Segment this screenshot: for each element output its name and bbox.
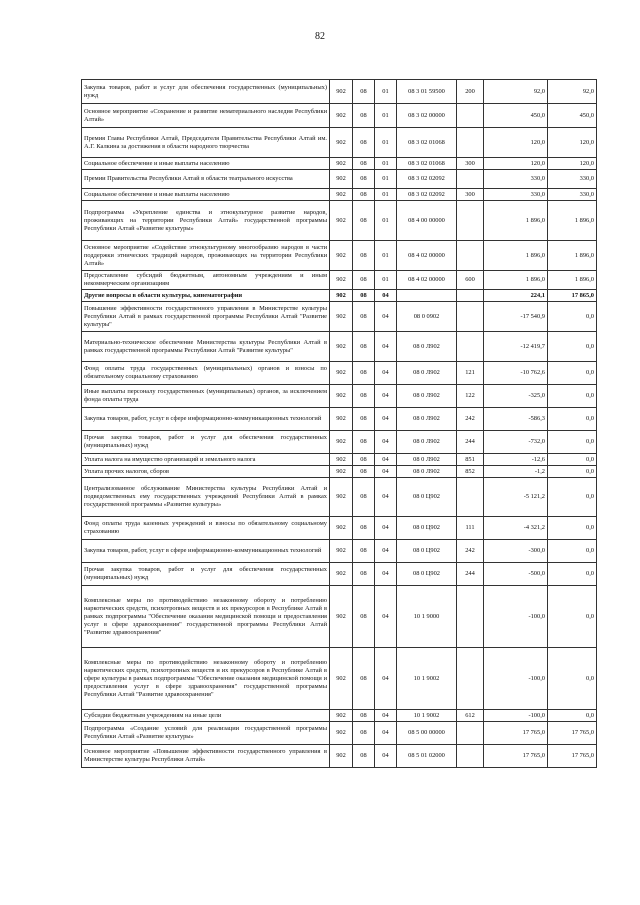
row-name: Фонд оплаты труда казенных учреждений и взносы по обязательному социальному страхованию [82,517,330,540]
budget-table-body [82,80,597,768]
table-row [82,241,597,271]
section-code: 08 [353,710,375,722]
table-row [82,302,597,332]
target-article-code: 10 1 9002 [397,710,457,722]
row-name: Комплексные меры по противодействию незаконному обороту и потреблению наркотических средств, психотропных веществ и их прекурсоров в Республике Алтай в сфере культуры в рамках подпрограммы "Обеспечение оказания медицинской помощи и предоставления услуг в сфере здравоохранения" государственной программы Республики Алтай "Развитие здравоохранения" [82,648,330,710]
expense-type-code [457,170,484,189]
target-article-code: 08 3 02 02092 [397,189,457,201]
row-name: Комплексные меры по противодействию незаконному обороту и потреблению наркотических средств, психотропных веществ и их прекурсоров в Республике Алтай в рамках подпрограммы "Обеспечение оказания медицинской помощи и предоставления услуг в сфере здравоохранения" государственной программы Республики Алтай "Развитие здравоохранения" [82,586,330,648]
expense-type-code [457,104,484,128]
amount-2: 0,0 [548,517,597,540]
row-name: Премии Правительства Республики Алтай в области театрального искусства [82,170,330,189]
row-name: Иные выплаты персоналу государственных (муниципальных) органов, за исключением фонда оплаты труда [82,385,330,408]
section-code: 08 [353,80,375,104]
section-code: 08 [353,563,375,586]
amount-1: 224,1 [484,290,548,302]
table-row [82,408,597,431]
table-row [82,128,597,158]
amount-1: -10 762,6 [484,362,548,385]
row-name: Уплата прочих налогов, сборов [82,466,330,478]
ministry-code: 902 [330,332,353,362]
target-article-code: 08 0 0902 [397,302,457,332]
section-code: 08 [353,517,375,540]
amount-1: 330,0 [484,170,548,189]
row-name: Основное мероприятие «Сохранение и развитие нематериального наследия Республики Алтай» [82,104,330,128]
ministry-code: 902 [330,80,353,104]
table-row [82,540,597,563]
section-code: 08 [353,722,375,745]
expense-type-code [457,332,484,362]
expense-type-code [457,478,484,517]
amount-1: 450,0 [484,104,548,128]
target-article-code: 08 0 Ц902 [397,517,457,540]
amount-1: 17 765,0 [484,722,548,745]
table-row [82,271,597,290]
section-code: 08 [353,586,375,648]
amount-1: 1 896,0 [484,241,548,271]
expense-type-code: 244 [457,431,484,454]
expense-type-code [457,201,484,241]
target-article-code: 10 1 9002 [397,648,457,710]
ministry-code: 902 [330,466,353,478]
subsection-code: 01 [375,189,397,201]
expense-type-code: 612 [457,710,484,722]
table-row [82,745,597,768]
amount-2: 0,0 [548,478,597,517]
row-name: Централизованное обслуживание Министерства культуры Республики Алтай и подведомственных ему государственных учреждений Республики Алтай в рамках государственной программы «Развитие культуры» [82,478,330,517]
expense-type-code: 851 [457,454,484,466]
amount-1: 1 896,0 [484,271,548,290]
amount-1: -100,0 [484,648,548,710]
expense-type-code: 600 [457,271,484,290]
section-code: 08 [353,454,375,466]
amount-2: 0,0 [548,648,597,710]
ministry-code: 902 [330,128,353,158]
subsection-code: 04 [375,586,397,648]
section-code: 08 [353,290,375,302]
amount-2: 0,0 [548,586,597,648]
section-code: 08 [353,201,375,241]
amount-2: 17 765,0 [548,722,597,745]
ministry-code: 902 [330,563,353,586]
amount-1: 330,0 [484,189,548,201]
amount-2: 1 896,0 [548,201,597,241]
target-article-code: 08 0 Л902 [397,431,457,454]
expense-type-code: 242 [457,540,484,563]
section-code: 08 [353,170,375,189]
table-row [82,722,597,745]
target-article-code: 08 4 00 00000 [397,201,457,241]
row-name: Закупка товаров, работ, услуг в сфере информационно-коммуникационных технологий [82,408,330,431]
ministry-code: 902 [330,408,353,431]
amount-1: -4 321,2 [484,517,548,540]
subsection-code: 04 [375,466,397,478]
amount-1: -586,3 [484,408,548,431]
table-row [82,466,597,478]
row-name: Основное мероприятие «Содействие этнокультурному многообразию народов в части поддержки этнических традиций народов, проживающих на территории Республики Алтай» [82,241,330,271]
subsection-code: 04 [375,722,397,745]
subsection-code: 04 [375,362,397,385]
amount-2: 1 896,0 [548,271,597,290]
row-name: Премия Главы Республики Алтай, Председателя Правительства Республики Алтай им. А.Г. Калкина за достижения в области народного творчества [82,128,330,158]
amount-1: -300,0 [484,540,548,563]
amount-2: 0,0 [548,362,597,385]
amount-1: 120,0 [484,158,548,170]
amount-1: -100,0 [484,710,548,722]
amount-1: -12,6 [484,454,548,466]
target-article-code: 10 1 9000 [397,586,457,648]
ministry-code: 902 [330,745,353,768]
amount-2: 92,0 [548,80,597,104]
target-article-code: 08 3 02 00000 [397,104,457,128]
amount-1: -500,0 [484,563,548,586]
section-code: 08 [353,104,375,128]
row-name: Фонд оплаты труда государственных (муниципальных) органов и взносы по обязательному социальному страхованию [82,362,330,385]
target-article-code: 08 0 Ц902 [397,563,457,586]
target-article-code: 08 0 Л902 [397,466,457,478]
target-article-code: 08 0 Л902 [397,454,457,466]
expense-type-code: 200 [457,80,484,104]
section-code: 08 [353,540,375,563]
subsection-code: 04 [375,385,397,408]
ministry-code: 902 [330,540,353,563]
amount-2: 120,0 [548,128,597,158]
target-article-code: 08 3 02 02092 [397,170,457,189]
target-article-code: 08 3 02 01068 [397,158,457,170]
row-name: Закупка товаров, работ, услуг в сфере информационно-коммуникационных технологий [82,540,330,563]
row-name: Уплата налога на имущество организаций и земельного налога [82,454,330,466]
row-name: Основное мероприятие «Повышение эффективности государственного управления в Министерстве культуры Республики Алтай» [82,745,330,768]
expense-type-code [457,745,484,768]
subsection-code: 04 [375,290,397,302]
table-row [82,362,597,385]
amount-2: 0,0 [548,540,597,563]
expense-type-code [457,128,484,158]
amount-2: 120,0 [548,158,597,170]
section-code: 08 [353,745,375,768]
ministry-code: 902 [330,158,353,170]
row-name: Закупка товаров, работ и услуг для обеспечения государственных (муниципальных) нужд [82,80,330,104]
ministry-code: 902 [330,290,353,302]
ministry-code: 902 [330,201,353,241]
row-name: Другие вопросы в области культуры, кинематографии [82,290,330,302]
table-row [82,201,597,241]
row-name: Повышение эффективности государственного управления в Министерстве культуры Республики Алтай в рамках государственной программы Республики Алтай "Развитие культуры" [82,302,330,332]
ministry-code: 902 [330,648,353,710]
ministry-code: 902 [330,454,353,466]
table-row [82,104,597,128]
expense-type-code: 242 [457,408,484,431]
subsection-code: 01 [375,128,397,158]
amount-2: 0,0 [548,710,597,722]
amount-2: 450,0 [548,104,597,128]
target-article-code: 08 4 02 00000 [397,241,457,271]
table-row [82,431,597,454]
table-row [82,158,597,170]
amount-2: 17 865,0 [548,290,597,302]
section-code: 08 [353,431,375,454]
target-article-code: 08 0 Л902 [397,332,457,362]
subsection-code: 04 [375,745,397,768]
expense-type-code: 122 [457,385,484,408]
ministry-code: 902 [330,170,353,189]
amount-1: -732,0 [484,431,548,454]
subsection-code: 01 [375,201,397,241]
row-name: Субсидии бюджетным учреждениям на иные цели [82,710,330,722]
row-name: Предоставление субсидий бюджетным, автономным учреждениям и иным некоммерческим организациям [82,271,330,290]
ministry-code: 902 [330,189,353,201]
amount-2: 17 765,0 [548,745,597,768]
table-row [82,290,597,302]
table-row [82,586,597,648]
table-row [82,332,597,362]
ministry-code: 902 [330,517,353,540]
subsection-code: 04 [375,454,397,466]
subsection-code: 04 [375,332,397,362]
expense-type-code: 244 [457,563,484,586]
amount-1: 120,0 [484,128,548,158]
amount-2: 330,0 [548,189,597,201]
expense-type-code [457,290,484,302]
target-article-code: 08 4 02 00000 [397,271,457,290]
amount-1: 17 765,0 [484,745,548,768]
ministry-code: 902 [330,271,353,290]
section-code: 08 [353,648,375,710]
target-article-code: 08 3 01 59500 [397,80,457,104]
target-article-code [397,290,457,302]
table-row [82,189,597,201]
amount-2: 0,0 [548,431,597,454]
amount-1: -1,2 [484,466,548,478]
expense-type-code: 111 [457,517,484,540]
table-row [82,170,597,189]
ministry-code: 902 [330,431,353,454]
expense-type-code: 300 [457,189,484,201]
section-code: 08 [353,408,375,431]
subsection-code: 04 [375,302,397,332]
row-name: Социальное обеспечение и иные выплаты населению [82,189,330,201]
amount-1: -12 419,7 [484,332,548,362]
expense-type-code [457,302,484,332]
subsection-code: 04 [375,648,397,710]
subsection-code: 01 [375,80,397,104]
amount-2: 0,0 [548,408,597,431]
table-row [82,563,597,586]
row-name: Подпрограмма «Создание условий для реализации государственной программы Республики Алтай «Развитие культуры» [82,722,330,745]
section-code: 08 [353,362,375,385]
table-row [82,710,597,722]
expense-type-code [457,648,484,710]
row-name: Прочая закупка товаров, работ и услуг для обеспечения государственных (муниципальных) нужд [82,563,330,586]
table-row [82,517,597,540]
section-code: 08 [353,478,375,517]
amount-2: 0,0 [548,302,597,332]
section-code: 08 [353,332,375,362]
subsection-code: 01 [375,170,397,189]
ministry-code: 902 [330,586,353,648]
subsection-code: 01 [375,241,397,271]
target-article-code: 08 0 Ц902 [397,478,457,517]
target-article-code: 08 0 Л902 [397,385,457,408]
table-row [82,648,597,710]
target-article-code: 08 5 01 02000 [397,745,457,768]
page-number: 82 [315,31,325,42]
row-name: Социальное обеспечение и иные выплаты населению [82,158,330,170]
table-row [82,80,597,104]
row-name: Материально-техническое обеспечение Министерства культуры Республики Алтай в рамках государственной программы Республики Алтай "Развитие культуры" [82,332,330,362]
table-row [82,478,597,517]
section-code: 08 [353,385,375,408]
ministry-code: 902 [330,478,353,517]
subsection-code: 04 [375,540,397,563]
subsection-code: 01 [375,104,397,128]
subsection-code: 04 [375,563,397,586]
subsection-code: 01 [375,158,397,170]
target-article-code: 08 3 02 01068 [397,128,457,158]
amount-1: -100,0 [484,586,548,648]
section-code: 08 [353,241,375,271]
section-code: 08 [353,302,375,332]
ministry-code: 902 [330,302,353,332]
amount-2: 0,0 [548,466,597,478]
row-name: Прочая закупка товаров, работ и услуг для обеспечения государственных (муниципальных) нужд [82,431,330,454]
section-code: 08 [353,189,375,201]
section-code: 08 [353,271,375,290]
target-article-code: 08 0 Л902 [397,362,457,385]
subsection-code: 04 [375,710,397,722]
row-name: Подпрограмма «Укрепление единства и этнокультурное развитие народов, проживающих на территории Республики Алтай» государственной программы Республики Алтай «Развитие культуры» [82,201,330,241]
ministry-code: 902 [330,722,353,745]
amount-1: -17 540,9 [484,302,548,332]
section-code: 08 [353,128,375,158]
subsection-code: 01 [375,271,397,290]
amount-1: -325,0 [484,385,548,408]
section-code: 08 [353,158,375,170]
subsection-code: 04 [375,431,397,454]
table-row [82,385,597,408]
amount-1: -5 121,2 [484,478,548,517]
expense-type-code: 300 [457,158,484,170]
expense-type-code [457,241,484,271]
ministry-code: 902 [330,104,353,128]
expense-type-code [457,586,484,648]
amount-2: 0,0 [548,385,597,408]
amount-2: 330,0 [548,170,597,189]
ministry-code: 902 [330,710,353,722]
section-code: 08 [353,466,375,478]
target-article-code: 08 5 00 00000 [397,722,457,745]
ministry-code: 902 [330,241,353,271]
expense-type-code: 852 [457,466,484,478]
expense-type-code [457,722,484,745]
subsection-code: 04 [375,478,397,517]
ministry-code: 902 [330,362,353,385]
target-article-code: 08 0 Л902 [397,408,457,431]
amount-2: 0,0 [548,563,597,586]
amount-1: 92,0 [484,80,548,104]
amount-2: 0,0 [548,454,597,466]
table-row [82,454,597,466]
subsection-code: 04 [375,517,397,540]
subsection-code: 04 [375,408,397,431]
ministry-code: 902 [330,385,353,408]
amount-2: 0,0 [548,332,597,362]
target-article-code: 08 0 Ц902 [397,540,457,563]
amount-1: 1 896,0 [484,201,548,241]
amount-2: 1 896,0 [548,241,597,271]
expense-type-code: 121 [457,362,484,385]
budget-table [81,79,597,768]
